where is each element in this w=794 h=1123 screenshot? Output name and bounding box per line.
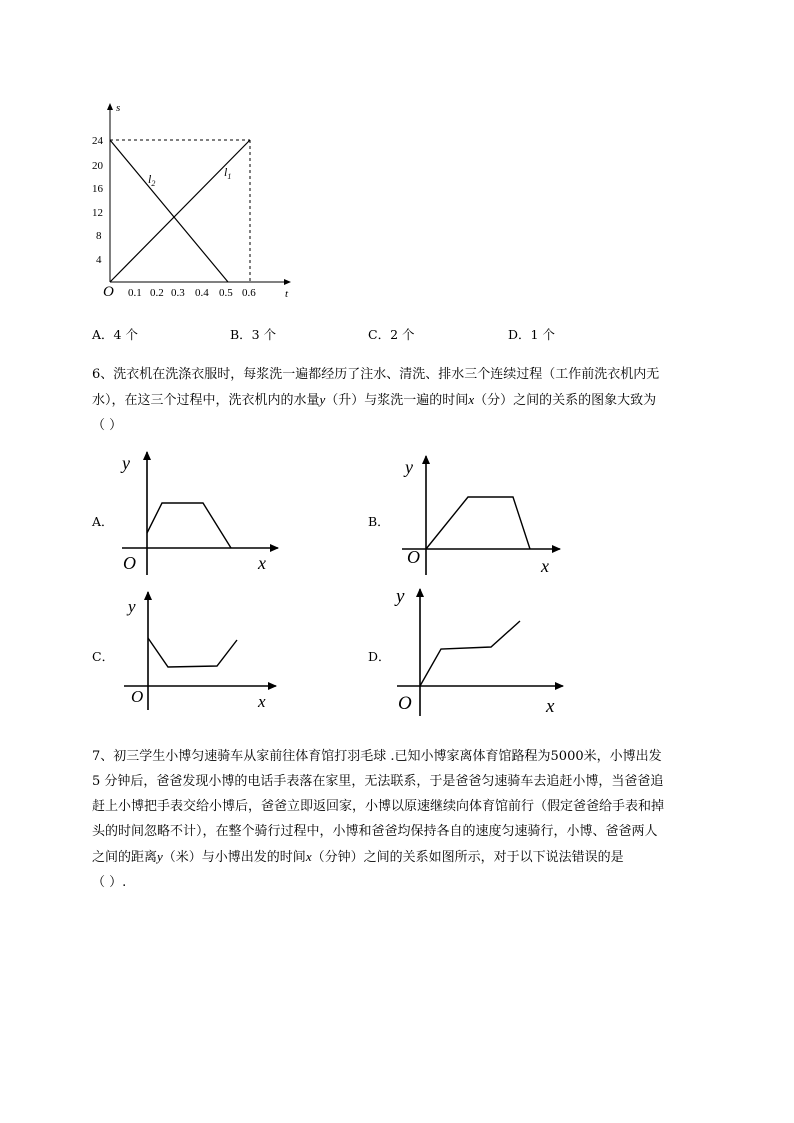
q5-x-tick: 0.1 xyxy=(128,287,142,299)
q6-line: 水），在这三个过程中，洗衣机内的水量y（升）与浆洗一遍的时间x（分）之间的关系的图象大致为 xyxy=(92,392,657,408)
q6-b-y: y xyxy=(405,457,413,477)
q6-c-curve xyxy=(148,638,237,667)
q5-x-tick: 0.4 xyxy=(195,287,209,299)
q6-c-o: O xyxy=(131,687,144,706)
q5-option-d[interactable]: D．1 个 xyxy=(508,327,555,342)
q6-d-y: y xyxy=(396,586,405,607)
q7-line: 赶上小博把手表交给小博后，爸爸立即返回家，小博以原速继续向体育馆前行（假定爸爸给手表和掉 xyxy=(92,799,665,814)
q6-graph-a xyxy=(120,452,278,575)
q6-line: 6、洗衣机在洗涤衣服时，每浆洗一遍都经历了注水、清洗、排水三个连续过程（工作前洗衣机内无 xyxy=(92,367,660,382)
q6-question xyxy=(92,362,752,438)
q5-x-tick: 0.3 xyxy=(171,287,185,299)
q6-d-x: x xyxy=(546,696,555,717)
q5-y-tick: 8 xyxy=(96,230,102,242)
q6-b-x: x xyxy=(541,556,549,576)
q6-c-x: x xyxy=(258,692,266,711)
q6-graph-c xyxy=(124,592,276,711)
q6-d-curve xyxy=(420,621,520,686)
q5-st-graph xyxy=(0,0,794,330)
q6-a-y: y xyxy=(122,453,130,473)
q5-option-c[interactable]: C．2 个 xyxy=(368,327,415,342)
q5-y-tick: 4 xyxy=(96,254,102,266)
q6-a-o: O xyxy=(123,553,136,573)
q5-x-tick: 0.5 xyxy=(219,287,233,299)
q6-graphs xyxy=(0,440,794,730)
q7-question xyxy=(92,744,752,895)
q6-b-curve xyxy=(426,497,530,549)
q6-b-o: O xyxy=(407,547,420,567)
q6-d-o: O xyxy=(398,693,412,714)
q7-line: （ ）. xyxy=(92,875,127,890)
q5-axis-t-label: t xyxy=(285,288,289,300)
q5-y-tick: 16 xyxy=(92,183,103,195)
q6-option-b[interactable]: B． xyxy=(368,514,390,529)
q6-line: （ ） xyxy=(92,418,123,433)
q5-origin-label: O xyxy=(103,284,114,300)
q6-a-x: x xyxy=(258,553,266,573)
q5-l2-label: $l_2$ xyxy=(148,172,156,188)
q5-option-a[interactable]: A．4 个 xyxy=(92,327,138,342)
q7-line: 7、初三学生小博匀速骑车从家前往体育馆打羽毛球 .已知小博家离体育馆路程为5000米，小博出发 xyxy=(92,749,662,764)
q5-axis-s-label: s xyxy=(116,102,121,114)
q5-x-tick: 0.6 xyxy=(242,287,256,299)
q5-y-tick: 20 xyxy=(92,160,103,172)
q6-a-curve xyxy=(147,503,231,548)
q5-option-b[interactable]: B．3 个 xyxy=(230,327,277,342)
q5-line-l2 xyxy=(110,140,228,282)
q6-graph-b xyxy=(402,456,560,576)
q7-line: 之间的距离y（米）与小博出发的时间x（分钟）之间的关系如图所示，对于以下说法错误的是 xyxy=(92,849,624,865)
q5-line-l1 xyxy=(110,140,250,282)
q5-x-tick: 0.2 xyxy=(150,287,164,299)
q6-option-a[interactable]: A． xyxy=(92,514,114,529)
q6-option-d[interactable]: D． xyxy=(368,649,391,664)
q5-l1-label: $l_1$ xyxy=(224,165,232,181)
q5-y-tick: 24 xyxy=(92,135,103,147)
q6-graph-d xyxy=(394,586,563,717)
q7-line: 头的时间忽略不计），在整个骑行过程中，小博和爸爸均保持各自的速度匀速骑行，小博、爸爸两人 xyxy=(92,824,658,839)
q6-c-y: y xyxy=(128,597,136,616)
q5-y-tick: 12 xyxy=(92,207,103,219)
q6-option-c[interactable]: C． xyxy=(92,649,115,664)
q7-line: 5 分钟后，爸爸发现小博的电话手表落在家里，无法联系，于是爸爸匀速骑车去追赶小博，当爸爸追 xyxy=(92,774,664,789)
